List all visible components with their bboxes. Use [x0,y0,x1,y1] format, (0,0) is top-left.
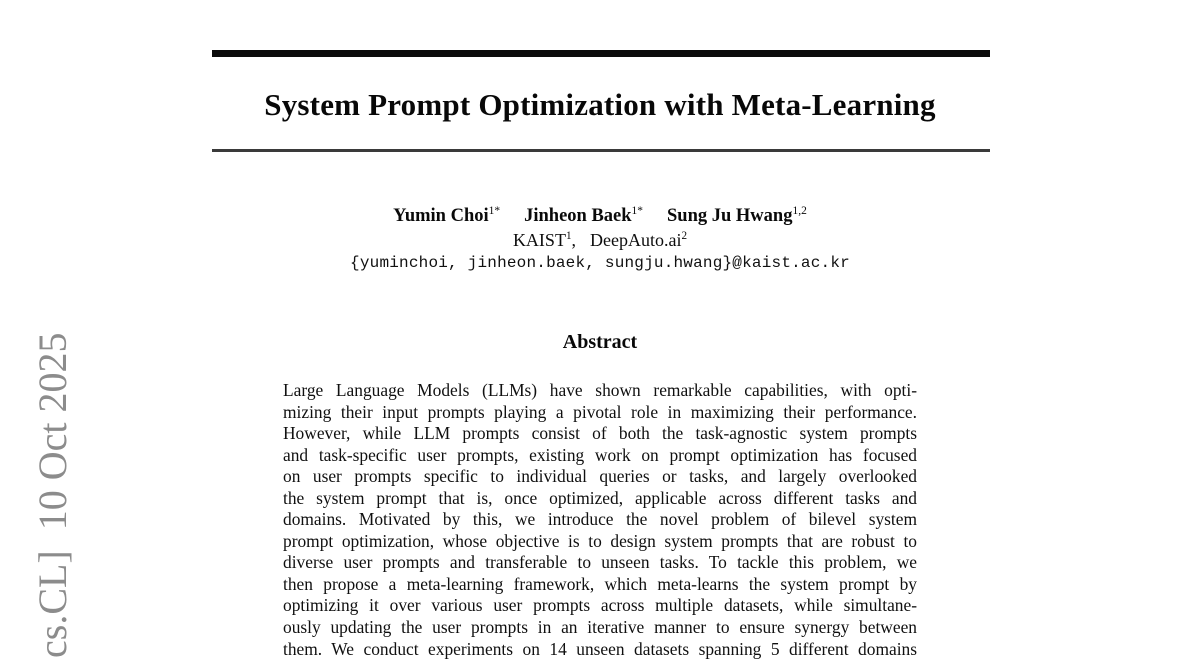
abstract-line: mizing their input prompts playing a pivotal role in maximizing their performance. [283,401,917,422]
abstract-line: them. We conduct experiments on 14 unseen datasets spanning 5 different domains [283,638,917,659]
arxiv-stamp-text: cs.CL] 10 Oct 2025 [30,332,75,658]
abstract-line: However, while LLM prompts consist of both the task-agnostic system prompts [283,423,917,444]
author-superscript: 1* [488,204,501,217]
author-superscript: 1,2 [792,204,807,217]
affiliations-line [0,229,1200,252]
author-name: Sung Ju Hwang$^{1,2}$ [667,204,807,226]
abstract-line: ously updating the user prompts in an iterative manner to ensure synergy between [283,617,917,638]
author-superscript: 1* [631,204,644,217]
abstract-line: and task-specific user prompts, existing work on prompt optimization has focused [283,444,917,465]
abstract-line: diverse user prompts and transferable to unseen tasks. To tackle this problem, we [283,552,917,573]
abstract-line: then propose a meta-learning framework, which meta-learns the system prompt by [283,573,917,594]
authors-email: {yuminchoi, jinheon.baek, sungju.hwang}@kaist.ac.kr [350,254,850,272]
paper-title: System Prompt Optimization with Meta-Learning [264,87,936,122]
author-name: Yumin Choi$^{1*}$ [393,204,501,226]
title-rule-top [212,50,990,57]
author-name: Jinheon Baek$^{1*}$ [524,204,644,226]
abstract-body [283,380,917,660]
abstract-line: the system prompt that is, once optimized, applicable across different tasks and [283,487,917,508]
abstract-line: prompt optimization, whose objective is to design system prompts that are robust to [283,530,917,551]
abstract-line: Large Language Models (LLMs) have shown remarkable capabilities, with opti- [283,380,917,400]
abstract-line: domains. Motivated by this, we introduce the novel problem of bilevel system [283,509,917,530]
title-rule-bottom [212,149,990,152]
abstract-heading: Abstract [562,331,638,353]
abstract-line: on user prompts specific to individual queries or tasks, and largely overlooked [283,466,917,487]
abstract-line: optimizing it over various user prompts across multiple datasets, while simultane- [283,595,917,616]
affiliation-superscript: 2 [681,230,688,242]
affiliation: $DeepAuto.ai^2$ [590,230,688,250]
affiliation-superscript: 1 [565,230,572,242]
affiliation-separator: , [571,230,577,250]
affiliation: KAIST$^1$ [512,230,572,250]
authors-line [0,204,1200,228]
